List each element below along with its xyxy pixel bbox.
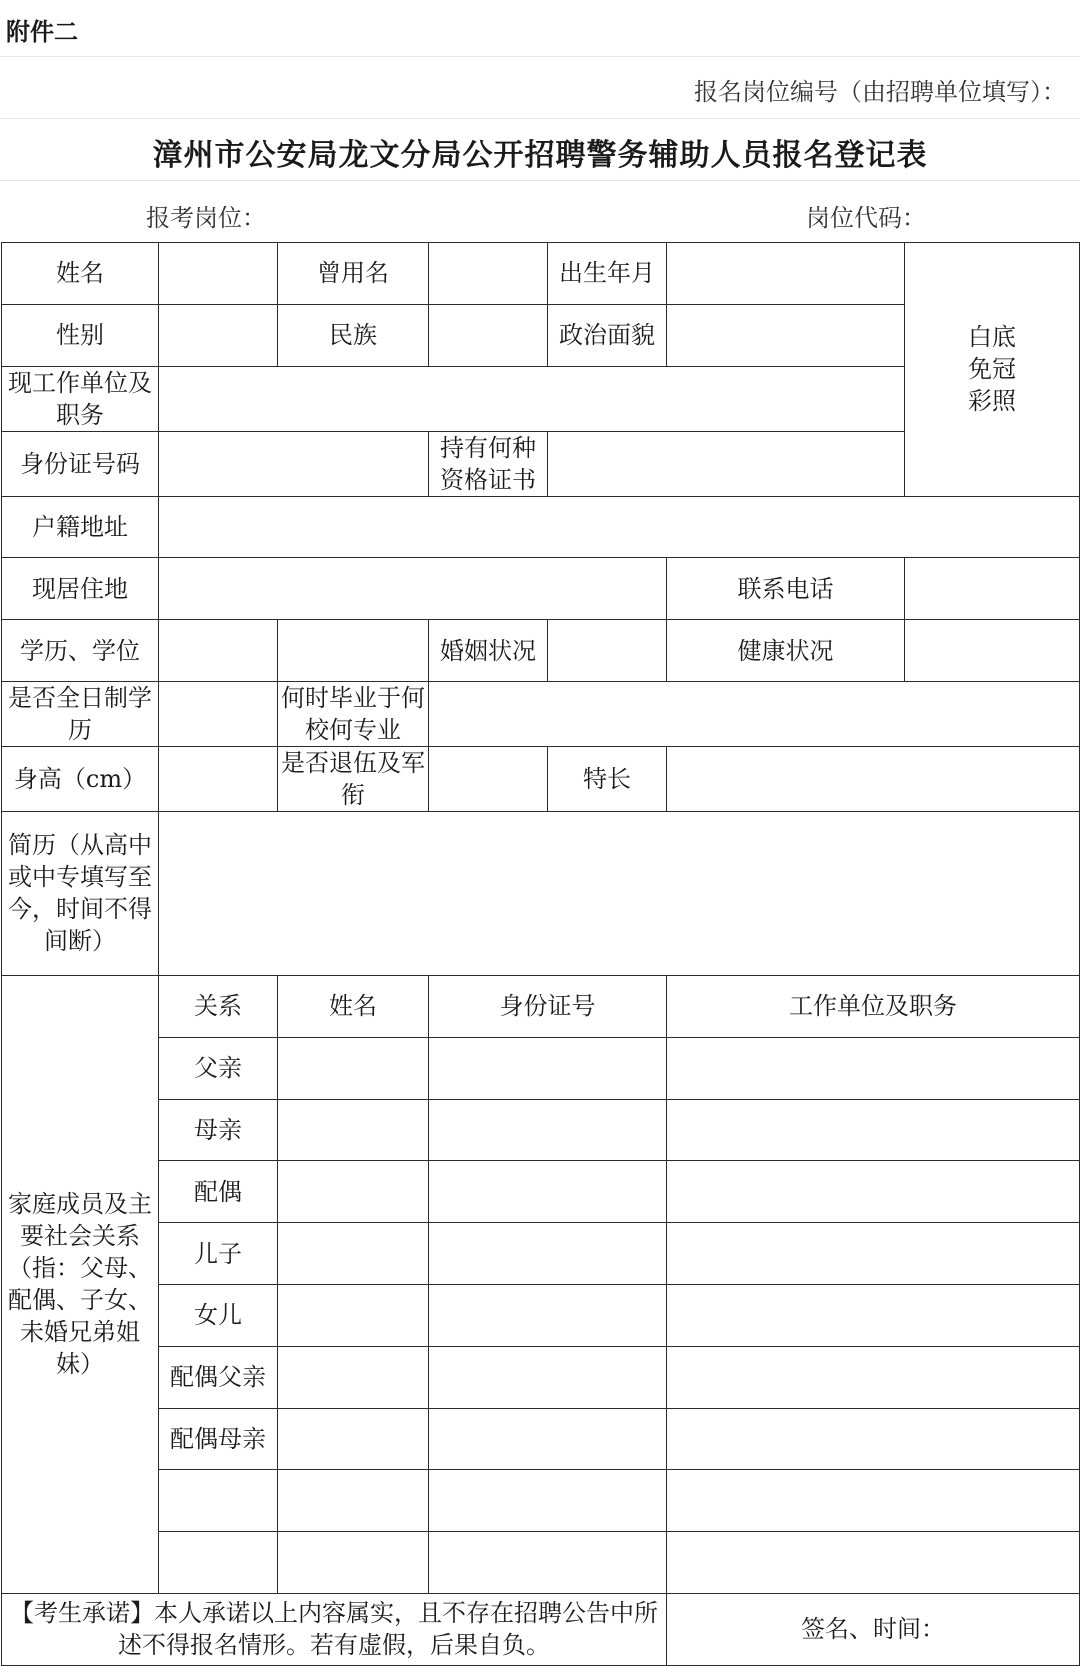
attachment-label: 附件二	[6, 18, 78, 46]
input-education[interactable]	[159, 620, 278, 682]
input-ethnicity[interactable]	[429, 304, 548, 366]
position-code-label: 岗位代码：	[806, 204, 926, 232]
family-id-input[interactable]	[429, 1223, 667, 1285]
label-health: 健康状况	[667, 620, 905, 682]
signature-label: 签名、时间：	[801, 1615, 945, 1644]
family-name-input[interactable]	[278, 1284, 429, 1346]
family-name-input[interactable]	[278, 1532, 429, 1594]
family-id-input[interactable]	[429, 1161, 667, 1223]
family-work-input[interactable]	[667, 1099, 1080, 1161]
family-id-input[interactable]	[429, 1532, 667, 1594]
family-id-input[interactable]	[429, 1037, 667, 1099]
input-height[interactable]	[159, 746, 278, 811]
input-household[interactable]	[159, 496, 1080, 558]
input-resume[interactable]	[159, 811, 1080, 975]
family-relation: 儿子	[159, 1223, 278, 1285]
pledge-text: 【考生承诺】本人承诺以上内容属实，且不存在招聘公告中所述不得报名情形。若有虚假，后果自负。	[2, 1593, 667, 1665]
input-degree[interactable]	[278, 620, 429, 682]
family-relation: 母亲	[159, 1099, 278, 1161]
input-specialty[interactable]	[667, 746, 1080, 811]
family-relation: 配偶父亲	[159, 1346, 278, 1408]
divider	[0, 118, 1080, 119]
family-work-input[interactable]	[667, 1284, 1080, 1346]
family-name-input[interactable]	[278, 1161, 429, 1223]
label-id-number: 身份证号码	[2, 431, 159, 496]
family-relation[interactable]	[159, 1532, 278, 1594]
input-marital[interactable]	[548, 620, 667, 682]
input-birth[interactable]	[667, 243, 905, 305]
family-id-input[interactable]	[429, 1346, 667, 1408]
family-name-input[interactable]	[278, 1037, 429, 1099]
input-work-unit[interactable]	[159, 366, 905, 431]
family-id-input[interactable]	[429, 1470, 667, 1532]
family-header-work: 工作单位及职务	[667, 975, 1080, 1037]
family-relation: 配偶	[159, 1161, 278, 1223]
label-specialty: 特长	[548, 746, 667, 811]
divider	[0, 56, 1080, 57]
family-work-input[interactable]	[667, 1470, 1080, 1532]
divider	[0, 180, 1080, 181]
family-header-name: 姓名	[278, 975, 429, 1037]
family-id-input[interactable]	[429, 1099, 667, 1161]
family-work-input[interactable]	[667, 1408, 1080, 1470]
photo-placeholder[interactable]	[905, 243, 1080, 497]
input-certificate[interactable]	[548, 431, 905, 496]
label-gender: 性别	[2, 304, 159, 366]
label-height: 身高（cm）	[2, 746, 159, 811]
input-gender[interactable]	[159, 304, 278, 366]
input-former-name[interactable]	[429, 243, 548, 305]
input-political[interactable]	[667, 304, 905, 366]
label-veteran: 是否退伍及军衔	[278, 746, 429, 811]
registration-form-table	[1, 242, 1080, 1666]
label-certificate: 持有何种资格证书	[429, 431, 548, 496]
family-relation: 父亲	[159, 1037, 278, 1099]
input-health[interactable]	[905, 620, 1080, 682]
label-phone: 联系电话	[667, 558, 905, 620]
label-resume: 简历（从高中或中专填写至今，时间不得间断）	[2, 811, 159, 975]
label-political: 政治面貌	[548, 304, 667, 366]
form-title: 漳州市公安局龙文分局公开招聘警务辅助人员报名登记表	[152, 138, 928, 173]
family-work-input[interactable]	[667, 1532, 1080, 1594]
family-relation[interactable]	[159, 1470, 278, 1532]
input-residence[interactable]	[159, 558, 667, 620]
family-work-input[interactable]	[667, 1346, 1080, 1408]
label-birth: 出生年月	[548, 243, 667, 305]
family-relation: 女儿	[159, 1284, 278, 1346]
input-id-number[interactable]	[159, 431, 429, 496]
family-work-input[interactable]	[667, 1161, 1080, 1223]
label-fulltime: 是否全日制学历	[2, 681, 159, 746]
input-fulltime[interactable]	[159, 681, 278, 746]
family-work-input[interactable]	[667, 1037, 1080, 1099]
label-name: 姓名	[2, 243, 159, 305]
position-number-label: 报名岗位编号（由招聘单位填写）：	[694, 78, 1066, 106]
label-marital: 婚姻状况	[429, 620, 548, 682]
family-name-input[interactable]	[278, 1223, 429, 1285]
label-education: 学历、学位	[2, 620, 159, 682]
input-graduation[interactable]	[429, 681, 1080, 746]
family-id-input[interactable]	[429, 1284, 667, 1346]
label-residence: 现居住地	[2, 558, 159, 620]
family-name-input[interactable]	[278, 1346, 429, 1408]
family-work-input[interactable]	[667, 1223, 1080, 1285]
family-name-input[interactable]	[278, 1470, 429, 1532]
family-name-input[interactable]	[278, 1408, 429, 1470]
photo-label: 白底 免冠 彩照	[968, 323, 1016, 416]
label-household: 户籍地址	[2, 496, 159, 558]
family-header-id: 身份证号	[429, 975, 667, 1037]
input-phone[interactable]	[905, 558, 1080, 620]
family-relation: 配偶母亲	[159, 1408, 278, 1470]
label-graduation: 何时毕业于何校何专业	[278, 681, 429, 746]
input-name[interactable]	[159, 243, 278, 305]
input-veteran[interactable]	[429, 746, 548, 811]
signature-field[interactable]	[667, 1593, 1080, 1665]
family-id-input[interactable]	[429, 1408, 667, 1470]
label-ethnicity: 民族	[278, 304, 429, 366]
family-header-relation: 关系	[159, 975, 278, 1037]
label-family: 家庭成员及主要社会关系（指：父母、配偶、子女、未婚兄弟姐妹）	[2, 975, 159, 1593]
apply-position-label: 报考岗位：	[146, 204, 266, 232]
label-work-unit: 现工作单位及职务	[2, 366, 159, 431]
label-former-name: 曾用名	[278, 243, 429, 305]
family-name-input[interactable]	[278, 1099, 429, 1161]
